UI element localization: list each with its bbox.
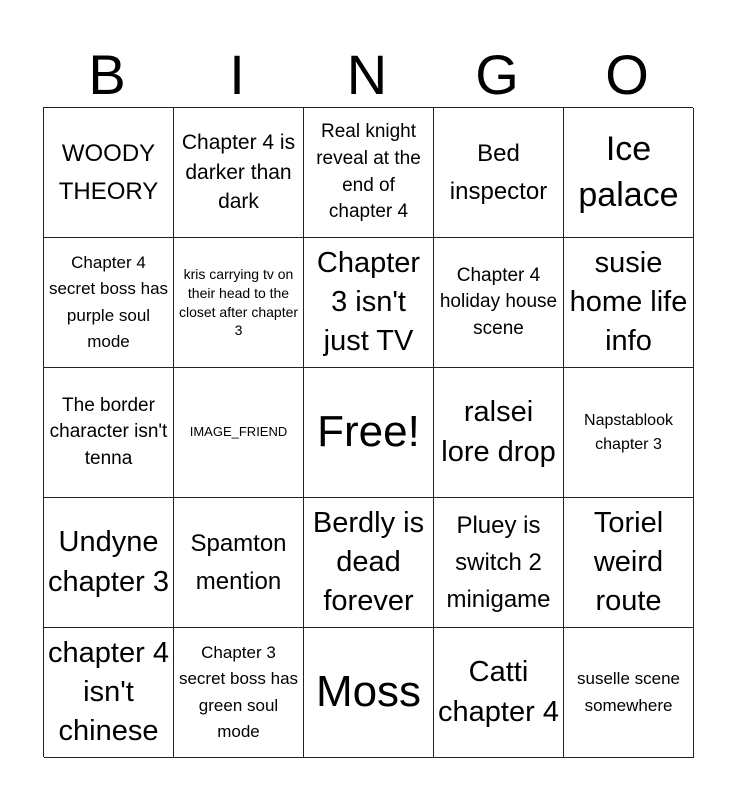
cell-text: chapter 4 isn't chinese bbox=[48, 636, 169, 748]
bingo-cell-12[interactable] bbox=[174, 368, 304, 498]
bingo-cell-23[interactable] bbox=[304, 628, 434, 758]
cell-text: WOODY THEORY bbox=[58, 140, 159, 205]
bingo-header bbox=[43, 42, 693, 108]
bingo-cell-20[interactable] bbox=[564, 498, 694, 628]
bingo-cell-22[interactable] bbox=[174, 628, 304, 758]
bingo-cell-19[interactable] bbox=[434, 498, 564, 628]
bingo-cell-6[interactable] bbox=[44, 238, 174, 368]
bingo-cell-5[interactable] bbox=[564, 108, 694, 238]
bingo-cell-17[interactable] bbox=[174, 498, 304, 628]
cell-text: Chapter 4 holiday house scene bbox=[439, 264, 558, 339]
bingo-cell-10[interactable] bbox=[564, 238, 694, 368]
bingo-cell-3[interactable] bbox=[304, 108, 434, 238]
cell-text: Pluey is switch 2 minigame bbox=[446, 511, 551, 614]
cell-text: Napstablook chapter 3 bbox=[584, 412, 673, 453]
bingo-cell-24[interactable] bbox=[434, 628, 564, 758]
bingo-cell-16[interactable] bbox=[44, 498, 174, 628]
cell-text: Free! bbox=[317, 407, 420, 457]
cell-text: Chapter 3 secret boss has green soul mode bbox=[178, 642, 299, 741]
bingo-cell-15[interactable] bbox=[564, 368, 694, 498]
bingo-cell-11[interactable] bbox=[44, 368, 174, 498]
bingo-cell-18[interactable] bbox=[304, 498, 434, 628]
cell-text: Chapter 4 is darker than dark bbox=[181, 131, 296, 214]
bingo-cell-21[interactable] bbox=[44, 628, 174, 758]
bingo-cell-free[interactable] bbox=[304, 368, 434, 498]
cell-text: Real knight reveal at the end of chapter 4 bbox=[316, 121, 421, 223]
header-letter-o: O bbox=[605, 43, 651, 106]
bingo-cell-25[interactable] bbox=[564, 628, 694, 758]
cell-text: Ice palace bbox=[578, 129, 679, 214]
header-letter-g: G bbox=[475, 43, 521, 106]
header-letter-b: B bbox=[88, 43, 128, 106]
bingo-cell-8[interactable] bbox=[304, 238, 434, 368]
header-letter-n: N bbox=[346, 43, 390, 106]
cell-text: kris carrying tv on their head to the closet after chapter 3 bbox=[178, 265, 299, 339]
bingo-cell-4[interactable] bbox=[434, 108, 564, 238]
cell-text: Catti chapter 4 bbox=[438, 656, 559, 728]
cell-text: Bed inspector bbox=[449, 140, 548, 205]
header-letter-i: I bbox=[229, 43, 247, 106]
cell-text: Chapter 4 secret boss has purple soul mode bbox=[48, 252, 169, 351]
cell-text: Toriel weird route bbox=[593, 506, 664, 618]
cell-text: susie home life info bbox=[569, 246, 688, 358]
cell-text: Berdly is dead forever bbox=[312, 506, 425, 618]
cell-text: Undyne chapter 3 bbox=[48, 526, 169, 598]
cell-text: Moss bbox=[315, 667, 422, 717]
cell-text: ralsei lore drop bbox=[441, 396, 556, 468]
bingo-cell-14[interactable] bbox=[434, 368, 564, 498]
bingo-cell-7[interactable] bbox=[174, 238, 304, 368]
cell-text: IMAGE_FRIEND bbox=[189, 424, 288, 440]
bingo-cell-1[interactable] bbox=[44, 108, 174, 238]
cell-text: Spamton mention bbox=[190, 530, 287, 595]
bingo-cell-2[interactable] bbox=[174, 108, 304, 238]
cell-text: Chapter 3 isn't just TV bbox=[316, 246, 421, 358]
bingo-grid bbox=[43, 107, 693, 757]
cell-text: suselle scene somewhere bbox=[576, 669, 680, 715]
bingo-cell-9[interactable] bbox=[434, 238, 564, 368]
cell-text: The border character isn't tenna bbox=[49, 394, 168, 469]
